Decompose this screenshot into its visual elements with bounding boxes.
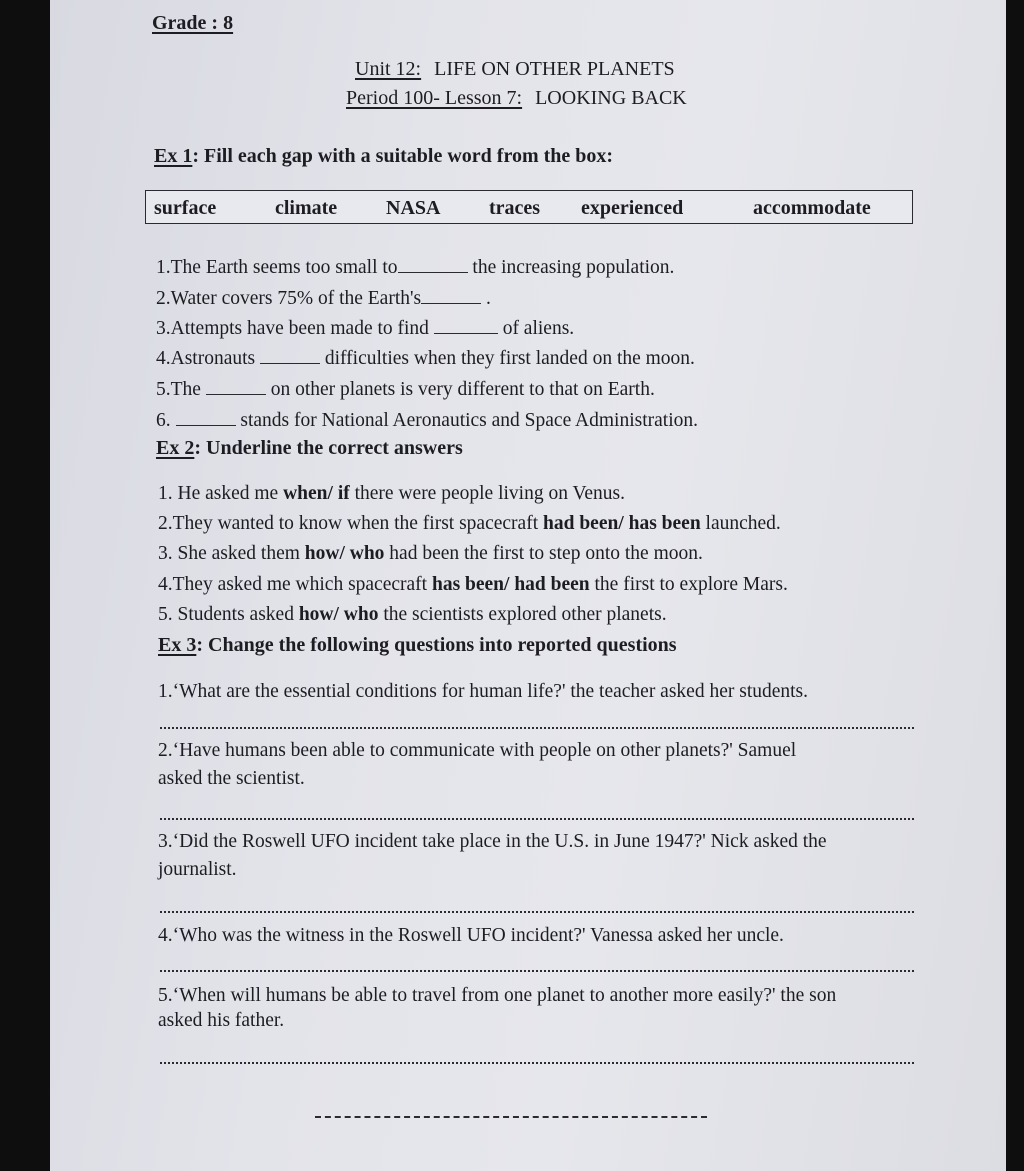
ex3-question-2: 2.‘Have humans been able to communicate with people on other planets?' Samuel — [158, 740, 797, 761]
ex2-instruction: : Underline the correct answers — [194, 437, 463, 459]
word-box-item: accommodate — [753, 197, 871, 219]
ex2-item-text: the scientists explored other planets. — [378, 604, 667, 625]
ex2-item-text: there were people living on Venus. — [349, 483, 626, 504]
ex1-item-2 — [156, 285, 491, 310]
ex3-heading — [158, 634, 677, 657]
unit-title: LIFE ON OTHER PLANETS — [434, 58, 675, 80]
ex1-instruction: : Fill each gap with a suitable word from the box: — [192, 145, 614, 167]
answer-blank[interactable] — [398, 254, 468, 273]
ex1-item-1 — [156, 254, 674, 279]
period-heading — [346, 87, 687, 110]
ex2-item-4 — [158, 574, 788, 596]
ex1-item-5 — [156, 376, 655, 401]
period-label: Period 100- Lesson 7: — [346, 87, 523, 109]
ex2-item-3 — [158, 543, 703, 565]
ex2-item-5 — [158, 604, 667, 626]
ex1-item-6 — [156, 407, 698, 432]
ex1-heading — [154, 145, 613, 168]
answer-options[interactable]: how/ who — [304, 543, 385, 564]
ex2-item-text: 4.They asked me which spacecraft — [158, 574, 432, 595]
word-box-item: surface — [154, 197, 217, 219]
answer-blank[interactable] — [206, 376, 266, 395]
ex1-item-text: difficulties when they first landed on the moon. — [320, 348, 695, 369]
ex1-item-text: 1.The Earth seems too small to — [156, 257, 398, 278]
word-box-item: experienced — [581, 197, 684, 219]
period-title: LOOKING BACK — [535, 87, 687, 109]
ex2-item-text: the first to explore Mars. — [589, 574, 788, 595]
answer-blank[interactable] — [421, 285, 481, 304]
answer-line[interactable] — [160, 911, 914, 913]
answer-blank[interactable] — [434, 315, 498, 334]
ex1-label: Ex 1 — [154, 145, 193, 167]
ex2-item-2 — [158, 513, 781, 535]
ex1-item-text: 3.Attempts have been made to find — [156, 318, 434, 339]
ex3-question-1: 1.‘What are the essential conditions for human life?' the teacher asked her students. — [158, 681, 809, 702]
ex1-item-text: 2.Water covers 75% of the Earth's — [156, 288, 422, 309]
ex2-item-text: 1. He asked me — [158, 483, 284, 504]
word-box-item: traces — [489, 197, 541, 219]
grade-label: Grade : 8 — [152, 12, 234, 34]
answer-options[interactable]: how/ who — [298, 604, 379, 625]
end-divider — [315, 1116, 707, 1118]
ex1-item-3 — [156, 315, 574, 340]
ex3-question-5: 5.‘When will humans be able to travel from one planet to another more easily?' the son — [158, 985, 837, 1006]
word-box-item: climate — [275, 197, 338, 219]
ex2-item-text: 3. She asked them — [158, 543, 305, 564]
ex1-item-text: 5.The — [156, 379, 206, 400]
ex1-item-text: the increasing population. — [467, 257, 675, 278]
ex1-item-text: of aliens. — [497, 318, 575, 339]
word-box-item: NASA — [386, 197, 441, 219]
answer-line[interactable] — [160, 970, 914, 972]
ex1-item-text: stands for National Aeronautics and Space Administration. — [235, 410, 698, 431]
ex1-item-text: . — [481, 288, 491, 309]
ex3-question-3-cont: journalist. — [158, 859, 237, 880]
answer-options[interactable]: has been/ had been — [431, 574, 590, 595]
ex3-question-3: 3.‘Did the Roswell UFO incident take place in the U.S. in June 1947?' Nick asked the — [158, 831, 827, 852]
ex1-item-text: on other planets is very different to that on Earth. — [265, 379, 655, 400]
ex2-item-text: launched. — [700, 513, 781, 534]
ex1-item-text: 6. — [156, 410, 176, 431]
ex2-item-text: 2.They wanted to know when the first spacecraft — [158, 513, 543, 534]
answer-blank[interactable] — [260, 345, 320, 364]
ex3-question-5-cont: asked his father. — [158, 1010, 285, 1031]
ex1-item-4 — [156, 345, 695, 370]
ex2-item-1 — [158, 483, 625, 505]
ex2-item-text: had been the first to step onto the moon. — [384, 543, 703, 564]
ex2-label: Ex 2 — [156, 437, 195, 459]
ex2-heading — [156, 437, 463, 460]
ex3-question-4: 4.‘Who was the witness in the Roswell UFO incident?' Vanessa asked her uncle. — [158, 925, 784, 946]
ex3-label: Ex 3 — [158, 634, 197, 656]
answer-options[interactable]: when/ if — [283, 483, 350, 504]
unit-label: Unit 12: — [355, 58, 422, 80]
unit-heading — [355, 58, 675, 81]
ex1-item-text: 4.Astronauts — [156, 348, 260, 369]
answer-blank[interactable] — [176, 407, 236, 426]
answer-options[interactable]: had been/ has been — [543, 513, 701, 534]
ex3-question-2-cont: asked the scientist. — [158, 768, 305, 789]
word-box — [145, 190, 913, 224]
ex3-instruction: : Change the following questions into reported questions — [196, 634, 677, 656]
ex2-item-text: 5. Students asked — [158, 604, 299, 625]
answer-line[interactable] — [160, 1062, 914, 1064]
answer-line[interactable] — [160, 727, 914, 729]
answer-line[interactable] — [160, 818, 914, 820]
